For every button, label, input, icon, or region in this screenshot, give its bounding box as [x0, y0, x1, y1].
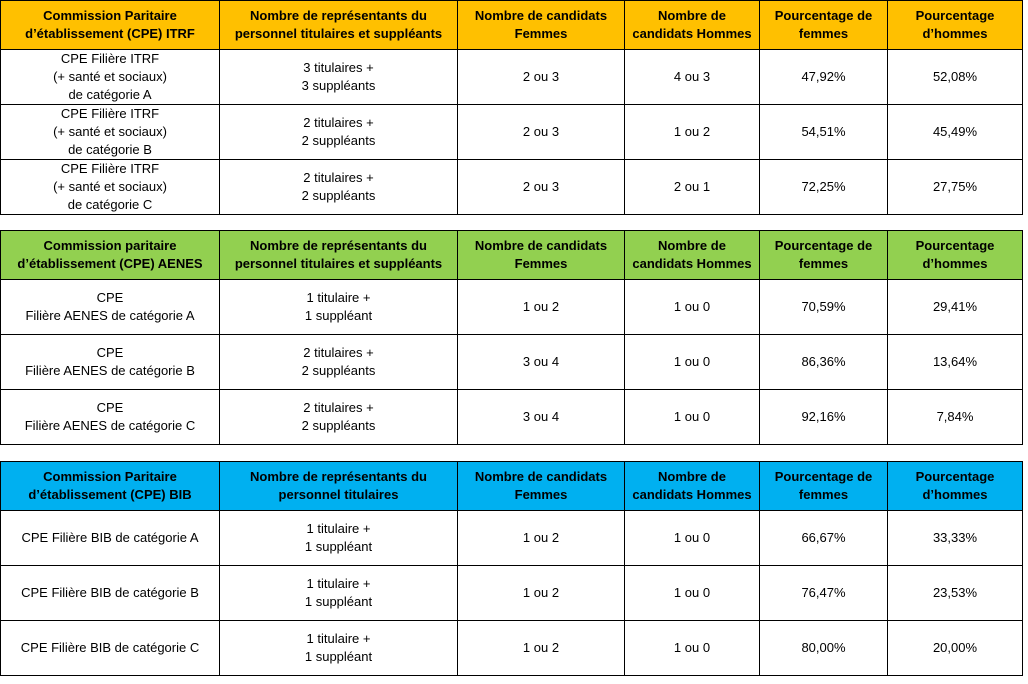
table-cell: 2 ou 1 — [625, 160, 760, 215]
table-cell: 13,64% — [888, 335, 1023, 390]
table-cell: CPE Filière AENES de catégorie C — [1, 390, 220, 445]
header-cell: Pourcentage de femmes — [760, 462, 888, 511]
table-cell: 2 ou 3 — [458, 160, 625, 215]
header-cell: Nombre de représentants du personnel titulaires et suppléants — [220, 1, 458, 50]
table-cell: 80,00% — [760, 621, 888, 676]
table-cell: 2 titulaires + 2 suppléants — [220, 390, 458, 445]
cpe-itrf-table — [0, 0, 1023, 215]
table-cell: 70,59% — [760, 280, 888, 335]
table-cell: 66,67% — [760, 511, 888, 566]
table-cell: 3 ou 4 — [458, 390, 625, 445]
table-cell: 1 ou 2 — [625, 105, 760, 160]
table-cell: 2 titulaires + 2 suppléants — [220, 105, 458, 160]
table-cell: 1 ou 0 — [625, 566, 760, 621]
table-cell: 86,36% — [760, 335, 888, 390]
header-cell: Nombre de représentants du personnel titulaires et suppléants — [220, 231, 458, 280]
header-cell: Nombre de candidats Femmes — [458, 1, 625, 50]
table-header-row — [1, 462, 1023, 511]
table-row — [1, 566, 1023, 621]
table-cell: 1 ou 2 — [458, 280, 625, 335]
table-cell: 1 titulaire + 1 suppléant — [220, 511, 458, 566]
header-cell: Nombre de candidats Hommes — [625, 231, 760, 280]
table-cell: 1 titulaire + 1 suppléant — [220, 621, 458, 676]
header-cell: Nombre de candidats Femmes — [458, 231, 625, 280]
table-cell: 23,53% — [888, 566, 1023, 621]
table-cell: 1 ou 2 — [458, 511, 625, 566]
table-cell: 72,25% — [760, 160, 888, 215]
table-cell: CPE Filière ITRF (+ santé et sociaux) de catégorie C — [1, 160, 220, 215]
table-row — [1, 335, 1023, 390]
table-cell: CPE Filière BIB de catégorie C — [1, 621, 220, 676]
table-cell: 1 titulaire + 1 suppléant — [220, 280, 458, 335]
table-row — [1, 105, 1023, 160]
table-cell: 3 titulaires + 3 suppléants — [220, 50, 458, 105]
table-cell: 1 ou 0 — [625, 280, 760, 335]
table-cell: 2 ou 3 — [458, 50, 625, 105]
table-cell: 54,51% — [760, 105, 888, 160]
table-cell: 29,41% — [888, 280, 1023, 335]
table-cell: 1 ou 0 — [625, 335, 760, 390]
header-cell: Commission Paritaire d’établissement (CPE) BIB — [1, 462, 220, 511]
table-cell: 3 ou 4 — [458, 335, 625, 390]
table-cell: 2 titulaires + 2 suppléants — [220, 335, 458, 390]
table-cell: CPE Filière BIB de catégorie B — [1, 566, 220, 621]
table-cell: CPE Filière AENES de catégorie A — [1, 280, 220, 335]
table-cell: 1 ou 0 — [625, 511, 760, 566]
table-cell: CPE Filière BIB de catégorie A — [1, 511, 220, 566]
header-cell: Nombre de candidats Femmes — [458, 462, 625, 511]
header-cell: Pourcentage de femmes — [760, 1, 888, 50]
table-header-row — [1, 1, 1023, 50]
table-cell: 92,16% — [760, 390, 888, 445]
header-cell: Pourcentage d’hommes — [888, 231, 1023, 280]
table-cell: 1 ou 0 — [625, 390, 760, 445]
header-cell: Nombre de représentants du personnel titulaires — [220, 462, 458, 511]
table-cell: 1 ou 2 — [458, 621, 625, 676]
table-cell: 52,08% — [888, 50, 1023, 105]
header-cell: Pourcentage d’hommes — [888, 462, 1023, 511]
header-cell: Commission paritaire d’établissement (CPE) AENES — [1, 231, 220, 280]
table-cell: CPE Filière ITRF (+ santé et sociaux) de catégorie B — [1, 105, 220, 160]
table-cell: CPE Filière AENES de catégorie B — [1, 335, 220, 390]
header-cell: Pourcentage d’hommes — [888, 1, 1023, 50]
table-cell: CPE Filière ITRF (+ santé et sociaux) de catégorie A — [1, 50, 220, 105]
table-row — [1, 280, 1023, 335]
table-cell: 4 ou 3 — [625, 50, 760, 105]
table-cell: 2 titulaires + 2 suppléants — [220, 160, 458, 215]
header-cell: Pourcentage de femmes — [760, 231, 888, 280]
table-cell: 76,47% — [760, 566, 888, 621]
table-cell: 33,33% — [888, 511, 1023, 566]
header-cell: Commission Paritaire d’établissement (CPE) ITRF — [1, 1, 220, 50]
table-cell: 1 ou 0 — [625, 621, 760, 676]
table-row — [1, 511, 1023, 566]
header-cell: Nombre de candidats Hommes — [625, 1, 760, 50]
cpe-bib-table — [0, 461, 1023, 676]
table-row — [1, 160, 1023, 215]
table-cell: 47,92% — [760, 50, 888, 105]
cpe-aenes-table — [0, 230, 1023, 445]
header-cell: Nombre de candidats Hommes — [625, 462, 760, 511]
table-row — [1, 621, 1023, 676]
table-cell: 45,49% — [888, 105, 1023, 160]
table-cell: 7,84% — [888, 390, 1023, 445]
table-cell: 2 ou 3 — [458, 105, 625, 160]
table-row — [1, 390, 1023, 445]
table-header-row — [1, 231, 1023, 280]
table-cell: 27,75% — [888, 160, 1023, 215]
table-cell: 1 ou 2 — [458, 566, 625, 621]
table-row — [1, 50, 1023, 105]
table-cell: 20,00% — [888, 621, 1023, 676]
table-cell: 1 titulaire + 1 suppléant — [220, 566, 458, 621]
